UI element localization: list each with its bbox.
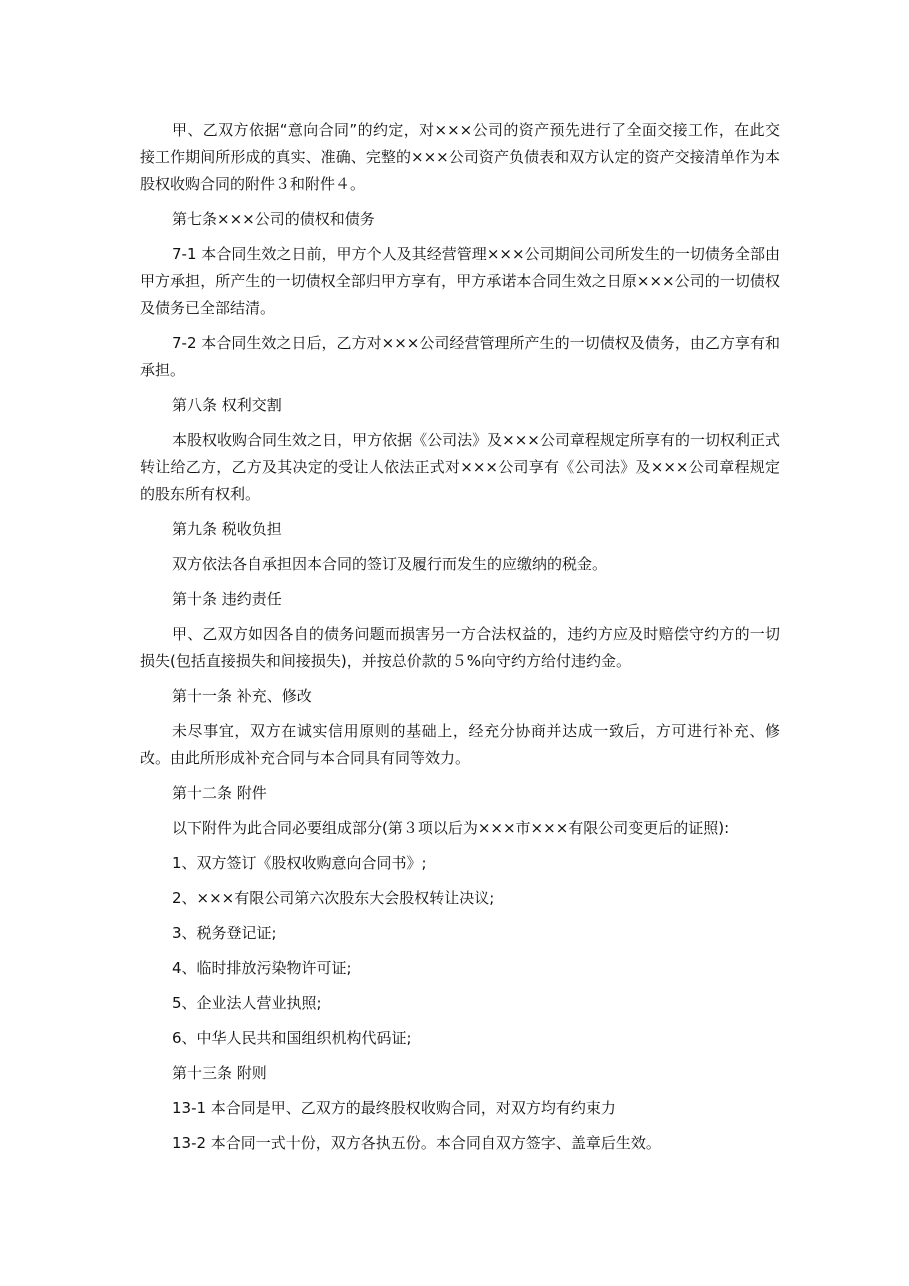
- article-8-body: 本股权收购合同生效之日，甲方依据《公司法》及×××公司章程规定所享有的一切权利正式转让给乙方，乙方及其决定的受让人依法正式对×××公司享有《公司法》及×××公司章程规定的股东所有权利。: [140, 431, 780, 503]
- attachment-item-4: 4、临时排放污染物许可证;: [172, 959, 352, 977]
- article-12-heading: 第十二条 附件: [172, 784, 267, 802]
- article-9-body: 双方依法各自承担因本合同的签订及履行而发生的应缴纳的税金。: [172, 555, 608, 573]
- attachment-item-1: 1、双方签订《股权收购意向合同书》;: [172, 854, 427, 872]
- article-9-heading: 第九条 税收负担: [172, 520, 282, 538]
- clause-13-2: 13-2 本合同一式十份，双方各执五份。本合同自双方签字、盖章后生效。: [172, 1134, 661, 1152]
- clause-13-1: 13-1 本合同是甲、乙双方的最终股权收购合同，对双方均有约束力: [172, 1099, 616, 1117]
- attachment-item-3: 3、税务登记证;: [172, 924, 277, 942]
- attachment-item-2: 2、×××有限公司第六次股东大会股权转让决议;: [172, 889, 495, 907]
- article-12-intro: 以下附件为此合同必要组成部分(第３项以后为×××市×××有限公司变更后的证照):: [172, 819, 730, 837]
- article-11-body: 未尽事宜，双方在诚实信用原则的基础上，经充分协商并达成一致后，方可进行补充、修改。由此所形成补充合同与本合同具有同等效力。: [140, 722, 780, 767]
- clause-7-1: 7-1 本合同生效之日前，甲方个人及其经营管理×××公司期间公司所发生的一切债务全部由甲方承担，所产生的一切债权全部归甲方享有，甲方承诺本合同生效之日原×××公司的一切债权及债务已全部结清。: [140, 245, 780, 317]
- article-10-heading: 第十条 违约责任: [172, 590, 282, 608]
- document-body: [140, 117, 780, 1165]
- attachment-item-5: 5、企业法人营业执照;: [172, 994, 322, 1012]
- paragraph-asset-handover: 甲、乙双方依据“意向合同”的约定，对×××公司的资产预先进行了全面交接工作，在此交接工作期间所形成的真实、准确、完整的×××公司资产负债表和双方认定的资产交接清单作为本股权收购合同的附件３和附件４。: [140, 121, 780, 193]
- article-7-heading: 第七条×××公司的债权和债务: [172, 210, 375, 228]
- article-8-heading: 第八条 权利交割: [172, 396, 282, 414]
- article-11-heading: 第十一条 补充、修改: [172, 687, 312, 705]
- article-13-heading: 第十三条 附则: [172, 1064, 267, 1082]
- clause-7-2: 7-2 本合同生效之日后，乙方对×××公司经营管理所产生的一切债权及债务，由乙方享有和承担。: [140, 334, 780, 379]
- attachment-item-6: 6、中华人民共和国组织机构代码证;: [172, 1029, 412, 1047]
- article-10-body: 甲、乙双方如因各自的债务问题而损害另一方合法权益的，违约方应及时赔偿守约方的一切损失(包括直接损失和间接损失)，并按总价款的５%向守约方给付违约金。: [140, 625, 780, 670]
